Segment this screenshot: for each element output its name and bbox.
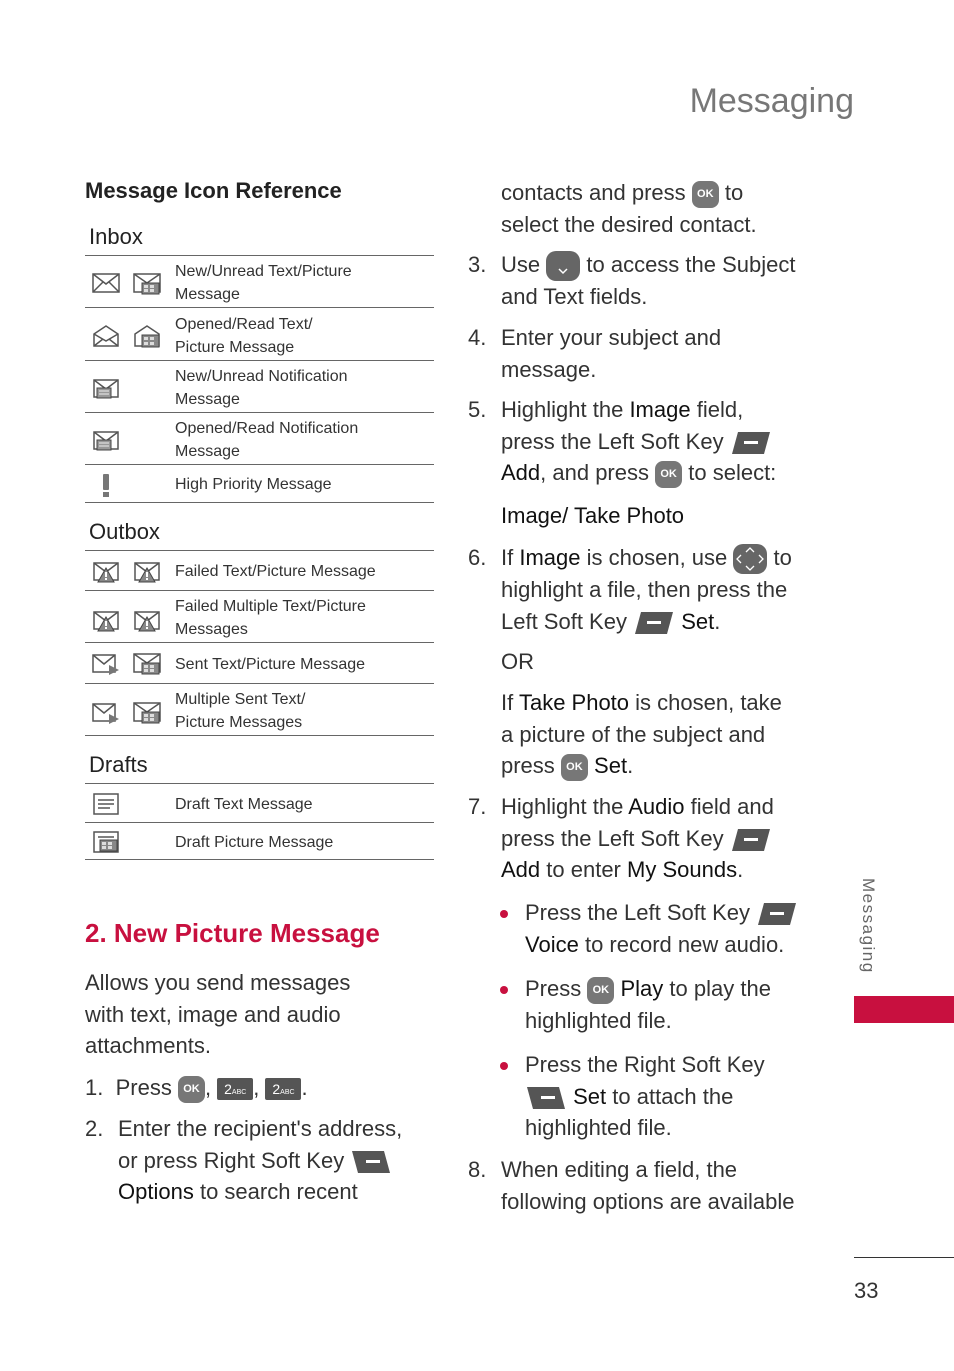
divider — [85, 590, 434, 591]
key-2-icon: 2ABC — [217, 1078, 253, 1100]
intro-paragraph: Allows you send messages with text, image and audio attachments. — [85, 970, 351, 1058]
open-envelope-icon — [92, 324, 120, 348]
side-tab-label: Messaging — [859, 878, 878, 974]
ok-key-icon: OK — [692, 181, 719, 208]
notification-icon — [92, 376, 120, 400]
step-2: Enter the recipient's address, or press Right Soft Key Options to search recent — [118, 1116, 403, 1204]
page-number: 33 — [854, 1278, 879, 1303]
step-8: When editing a field, the following options are available — [501, 1157, 795, 1214]
ok-key-icon: OK — [178, 1076, 205, 1103]
multiple-sent-picture-icon — [133, 700, 161, 724]
icon-desc: Draft Text Message — [175, 796, 313, 813]
divider — [85, 859, 434, 860]
exclamation-icon — [92, 473, 120, 497]
icon-row-multiple-sent — [85, 686, 434, 736]
right-soft-key-icon — [525, 1085, 567, 1111]
divider — [85, 464, 434, 465]
divider — [85, 822, 434, 823]
icon-reference-heading: Message Icon Reference — [85, 178, 342, 203]
icon-row-failed-multiple — [85, 593, 434, 643]
icon-desc: High Priority Message — [175, 476, 332, 493]
left-soft-key-icon — [633, 610, 675, 636]
opened-notification-icon — [92, 428, 120, 452]
divider — [85, 255, 434, 256]
multiple-sent-icon — [92, 700, 120, 724]
icon-row-failed-text — [85, 552, 434, 590]
left-soft-key-icon — [730, 827, 772, 853]
divider — [85, 360, 434, 361]
step-7: Highlight the Audio field and press the Left Soft Key Add to enter My Sounds. — [501, 794, 774, 882]
step-5-number: 5. — [468, 397, 487, 422]
divider — [85, 683, 434, 684]
icon-desc: Failed Multiple Text/Picture Messages — [175, 598, 366, 638]
drafts-heading: Drafts — [89, 752, 148, 777]
step-6: If Image is chosen, use to highlight a file, then press the Left Soft Key Set. — [501, 542, 831, 637]
footer-divider — [854, 1257, 954, 1258]
step-5: Highlight the Image field, press the Left Soft Key Add, and press OK to select: — [501, 394, 831, 489]
divider — [85, 502, 434, 503]
icon-row-draft-text — [85, 786, 434, 823]
icon-desc: Draft Picture Message — [175, 834, 334, 851]
open-picture-envelope-icon — [133, 324, 161, 348]
divider — [85, 550, 434, 551]
step-4-number: 4. — [468, 325, 487, 350]
icon-desc: Opened/Read Text/ Picture Message — [175, 316, 313, 356]
icon-row-new-unread-notification — [85, 363, 434, 413]
step-3: Use to access the Subject and Text fields. — [501, 252, 796, 310]
failed-message-icon — [92, 559, 120, 583]
nav-down-key-icon — [546, 251, 580, 281]
step-5-options: Image/ Take Photo — [501, 503, 685, 528]
step-2-continued: contacts and press OK to select the desired contact. — [501, 180, 757, 237]
right-soft-key-icon — [350, 1149, 392, 1175]
failed-multiple-picture-icon — [133, 608, 161, 632]
side-tab-marker — [854, 996, 954, 1023]
icon-row-sent — [85, 645, 434, 683]
divider — [85, 735, 434, 736]
icon-desc: Opened/Read Notification Message — [175, 420, 359, 460]
bullet-dot — [500, 910, 508, 918]
divider — [85, 642, 434, 643]
key-2-icon: 2ABC — [265, 1078, 301, 1100]
divider — [85, 783, 434, 784]
ok-key-icon: OK — [655, 461, 682, 488]
draft-text-icon — [92, 792, 120, 816]
step-8-number: 8. — [468, 1157, 487, 1182]
step-7-number: 7. — [468, 794, 487, 819]
nav-four-way-key-icon — [733, 544, 767, 574]
icon-row-draft-picture — [85, 825, 434, 859]
inbox-heading: Inbox — [89, 224, 143, 249]
bullet-dot — [500, 1062, 508, 1070]
page-header-title: Messaging — [689, 82, 854, 120]
step-6-alternative: If Take Photo is chosen, take a picture of the subject and press OK Set. — [501, 687, 831, 782]
draft-picture-icon — [92, 830, 120, 854]
failed-picture-message-icon — [133, 559, 161, 583]
icon-row-opened-read-text — [85, 311, 434, 361]
step-4: Enter your subject and message. — [501, 325, 722, 382]
icon-desc: Sent Text/Picture Message — [175, 656, 366, 673]
left-soft-key-icon — [730, 430, 772, 456]
side-tab — [850, 878, 890, 998]
left-soft-key-icon — [756, 901, 798, 927]
sent-picture-message-icon — [133, 651, 161, 675]
divider — [85, 412, 434, 413]
icon-desc: Multiple Sent Text/ Picture Messages — [175, 691, 306, 731]
icon-row-high-priority — [85, 467, 434, 502]
outbox-heading: Outbox — [89, 519, 160, 544]
failed-multiple-icon — [92, 608, 120, 632]
envelope-icon — [92, 271, 120, 295]
step-1: 1. Press OK , 2ABC , 2ABC . — [85, 1072, 435, 1104]
icon-desc: Failed Text/Picture Message — [175, 563, 376, 580]
icon-desc: New/Unread Text/Picture Message — [175, 263, 352, 303]
step-3-number: 3. — [468, 252, 487, 277]
icon-row-opened-read-notification — [85, 415, 434, 465]
step-6-number: 6. — [468, 545, 487, 570]
divider — [85, 307, 434, 308]
step-2-number: 2. — [85, 1116, 104, 1141]
section-heading: 2. New Picture Message — [85, 918, 380, 948]
step-6-or: OR — [501, 649, 534, 674]
ok-key-icon: OK — [587, 977, 614, 1004]
picture-envelope-icon — [133, 271, 161, 295]
ok-key-icon: OK — [561, 754, 588, 781]
icon-desc: New/Unread Notification Message — [175, 368, 348, 408]
bullet-dot — [500, 986, 508, 994]
sent-message-icon — [92, 651, 120, 675]
icon-row-new-unread-text — [85, 258, 434, 308]
